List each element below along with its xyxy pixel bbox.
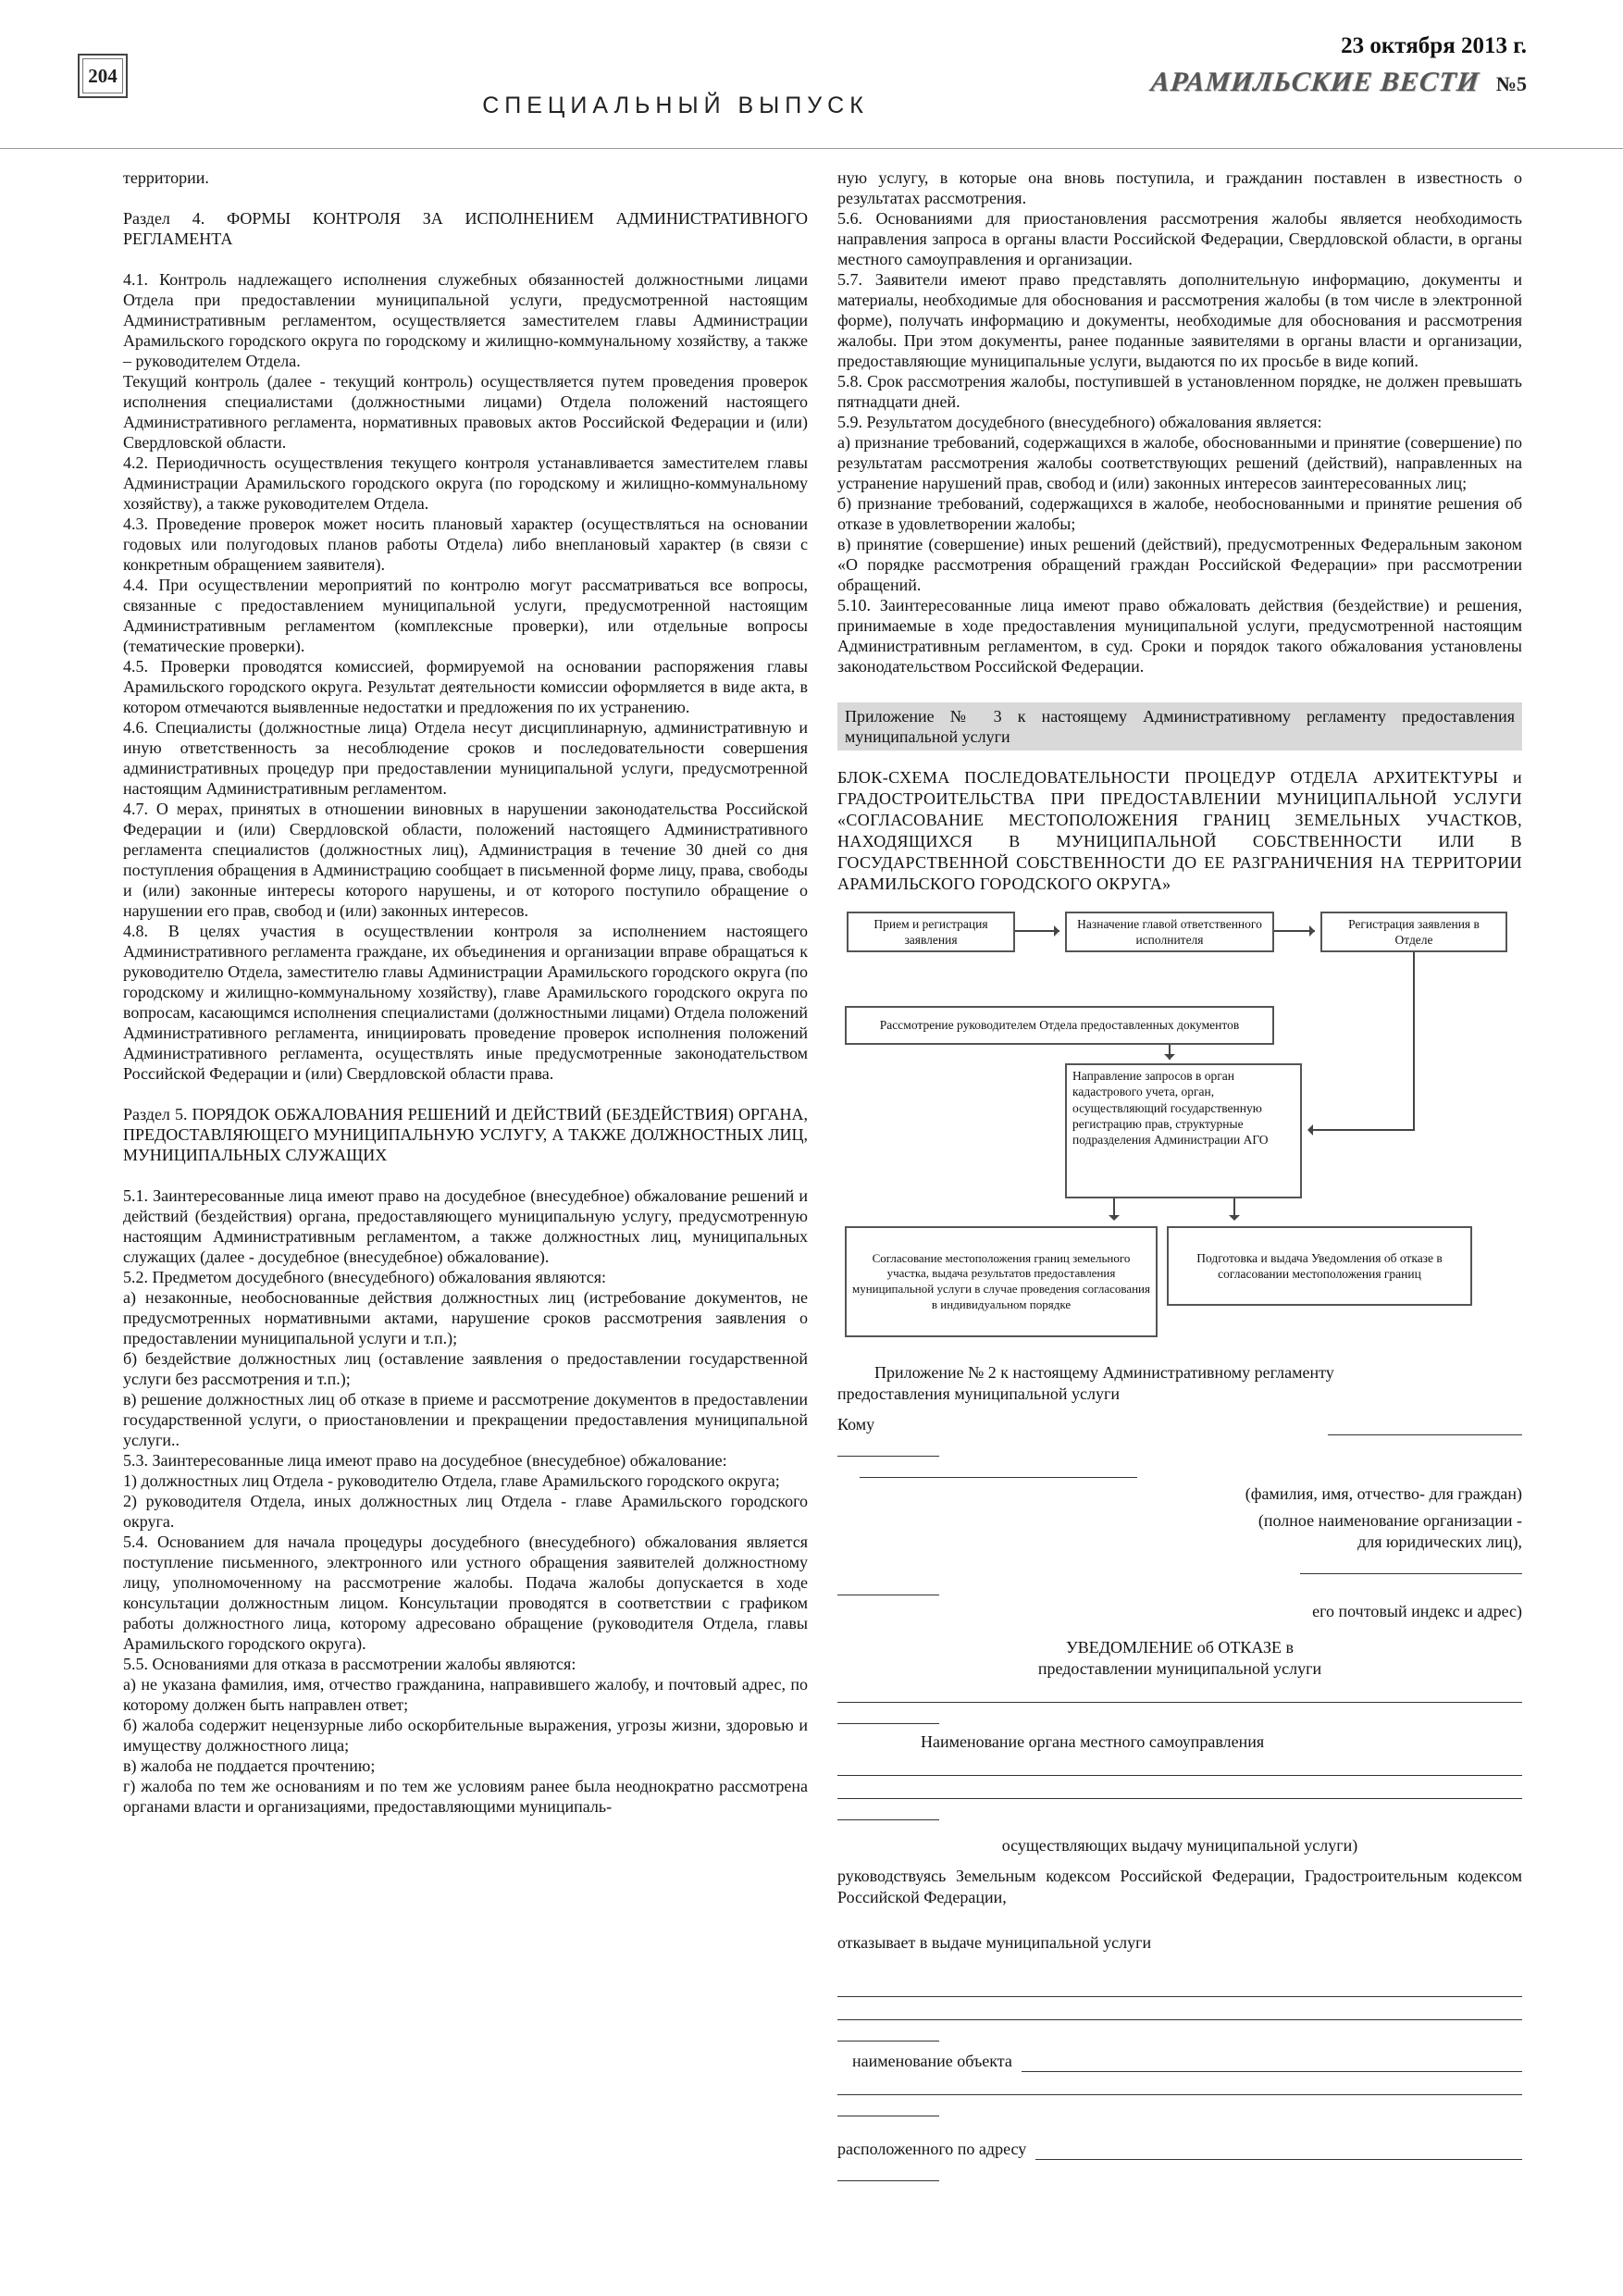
paragraph: 5.7. Заявители имеют право представлять дополнительную информацию, документы и материалы, необходимые для обоснования и рассмотрения жалобы (в том числе в электронной форме), получать информацию и документы, необходимые для обоснования и рассмотрения жалобы. При этом документы, ранее поданные заявителями в органы власти и организации, предоставляющие муниципальные услуги, выдаются по их просьбе в виде копий. xyxy=(837,270,1522,370)
address-label: расположенного по адресу xyxy=(837,2140,1027,2158)
blank-line xyxy=(837,2169,939,2181)
paragraph: Раздел 4. ФОРМЫ КОНТРОЛЯ ЗА ИСПОЛНЕНИЕМ АДМИНИСТРАТИВНОГО РЕГЛАМЕНТА xyxy=(123,209,808,248)
paragraph: территории. xyxy=(123,168,209,187)
notice-title xyxy=(837,1637,1522,1680)
paragraph: б) жалоба содержит нецензурные либо оскорбительные выражения, угрозы жизни, здоровью и имуществу должностного лица; xyxy=(123,1716,808,1755)
blank-line xyxy=(1022,2060,1522,2072)
appendix2-note-line1: Приложение № 2 к настоящему Административному регламенту xyxy=(874,1363,1334,1382)
flow-arrow-line xyxy=(1015,930,1059,932)
flow-box-review: Рассмотрение руководителем Отдела предоставленных документов xyxy=(845,1006,1274,1045)
appendix2-note xyxy=(837,1362,1522,1405)
flow-arrowhead-right xyxy=(1054,925,1065,937)
paragraph: 5.3. Заинтересованные лица имеют право на досудебное (внесудебное) обжалование: xyxy=(123,1451,727,1470)
page-number: 204 xyxy=(88,64,118,87)
blank-line xyxy=(1328,1423,1522,1435)
flow-box-requests: Направление запросов в орган кадастрового учета, орган, осуществляющий государственную регистрацию прав, структурные подразделения Администрации АГО xyxy=(1065,1063,1302,1198)
form-row-address xyxy=(837,2139,1522,2160)
appendix3-note: Приложение № 3 к настоящему Административному регламенту предоставления муниципальной услуги xyxy=(837,702,1522,751)
blank-line xyxy=(837,1712,939,1724)
paragraph: 4.8. В целях участия в осуществлении контроля за исполнением настоящего Административного регламента граждане, их объединения и организации вправе обращаться к руководителю Отдела, заместителю главы Администрации Арамильского городского округа (по городскому и жилищно-коммунальному хозяйству), главе Арамильского городского округа по вопросам, касающимся исполнения специалистами (должностными лицами) Отдела положений Административного регламента, инициировать проведение проверок исполнения положений Административного регламента, осуществлять иные предусмотренные законодательством Российской Федерации и (или) Свердловской области права. xyxy=(123,922,808,1083)
right-paragraphs xyxy=(837,168,1522,676)
blank-line xyxy=(860,1466,1137,1478)
blank-line xyxy=(837,1691,1522,1703)
flow-box-assign: Назначение главой ответственного исполнителя xyxy=(1065,912,1274,952)
brand-line xyxy=(1151,67,1527,98)
paragraph: в) жалоба не поддается прочтению; xyxy=(123,1756,376,1775)
paragraph: 4.1. Контроль надлежащего исполнения служебных обязанностей должностными лицами Отдела при предоставлении муниципальной услуги, предусмотренной настоящим Административным регламентом, осуществляется заместителем главы Администрации Арамильского городского округа по городскому и жилищно-коммунальному хозяйству, а также – руководителем Отдела. xyxy=(123,270,808,370)
paragraph: 5.8. Срок рассмотрения жалобы, поступившей в установленном порядке, не должен превышать пятнадцати дней. xyxy=(837,372,1522,411)
paragraph: 4.6. Специалисты (должностные лица) Отдела несут дисциплинарную, административную и иную ответственность за несоблюдение сроков и последовательности совершения административных процедур при предоставлении муниципальной услуги, предусмотренной настоящим Административным регламентом. xyxy=(123,718,808,798)
paragraph: ную услугу, в которые она вновь поступила, и гражданин поставлен в известность о результатах рассмотрения. xyxy=(837,168,1522,207)
flowchart xyxy=(837,910,1522,1349)
hint-postal-address: его почтовый индекс и адрес) xyxy=(1312,1602,1522,1620)
paragraph: Раздел 5. ПОРЯДОК ОБЖАЛОВАНИЯ РЕШЕНИЙ И ДЕЙСТВИЙ (БЕЗДЕЙСТВИЯ) ОРГАНА, ПРЕДОСТАВЛЯЮЩЕГО МУНИЦИПАЛЬНУЮ УСЛУГУ, А ТАКЖЕ ДОЛЖНОСТНЫХ ЛИЦ, МУНИЦИПАЛЬНЫХ СЛУЖАЩИХ xyxy=(123,1105,808,1164)
flow-box-register: Регистрация заявления в Отделе xyxy=(1320,912,1507,952)
right-column xyxy=(837,168,1522,2181)
hint-organization-line1: (полное наименование организации - xyxy=(1258,1511,1522,1530)
paragraph: г) жалоба по тем же основаниям и по тем же условиям ранее была неоднократно рассмотрена органами власти и организациями, предоставляющими муниципаль- xyxy=(123,1777,808,1816)
content-columns xyxy=(0,149,1623,2218)
flow-arrowhead-left xyxy=(1302,1124,1313,1136)
paragraph: 5.1. Заинтересованные лица имеют право на досудебное (внесудебное) обжалование решений и действий (бездействия) органа, предоставляющего муниципальную услугу, предусмотренную настоящим Административным регламентом, а также должностных лиц, муниципальных служащих (далее - досудебное (внесудебное) обжалование). xyxy=(123,1186,808,1266)
newspaper-brand: АРАМИЛЬСКИЕ ВЕСТИ xyxy=(1149,67,1481,97)
paragraph: Текущий контроль (далее - текущий контроль) осуществляется путем проведения проверок исполнения специалистами (должностными лицами) Отдела положений настоящего Административного регламента, нормативных правовых актов Российской Федерации и (или) Свердловской области. xyxy=(123,372,808,452)
blank-line xyxy=(837,1445,939,1457)
paragraph: 4.5. Проверки проводятся комиссией, формируемой на основании распоряжения главы Арамильского городского округа. Результат деятельности комиссии оформляется в виде акта, в котором отмечаются выявленные недостатки и предложения по их устранению. xyxy=(123,657,808,716)
paragraph: 5.9. Результатом досудебного (внесудебного) обжалования является: xyxy=(837,413,1322,431)
hint-organization-line2: для юридических лиц), xyxy=(1357,1533,1522,1551)
flow-box-approve: Согласование местоположения границ земельного участка, выдача результатов предоставления муниципальной услуги в случае проведения согласования в индивидуальном порядке xyxy=(845,1226,1158,1337)
section-title: СПЕЦИАЛЬНЫЙ ВЫПУСК xyxy=(482,93,869,118)
paragraph: а) признание требований, содержащихся в жалобе, обоснованными и принятие (совершение) по результатам рассмотрения жалобы соответствующих решений (действий), направленных на устранение нарушений прав, свобод и (или) законных интересов заинтересованных лиц; xyxy=(837,433,1522,492)
flow-box-refuse: Подготовка и выдача Уведомления об отказе в согласовании местоположения границ xyxy=(1167,1226,1472,1306)
paragraph: 5.5. Основаниями для отказа в рассмотрении жалобы являются: xyxy=(123,1655,576,1673)
paragraph: б) бездействие должностных лиц (оставление заявления о предоставлении государственной услуги без рассмотрения и т.п.); xyxy=(123,1349,808,1388)
paragraph: 5.2. Предметом досудебного (внесудебного) обжалования являются: xyxy=(123,1268,607,1286)
paragraph: а) не указана фамилия, имя, отчество гражданина, направившего жалобу, и почтовый адрес, по которому должен быть направлен ответ; xyxy=(123,1675,808,1714)
paragraph: 5.4. Основанием для начала процедуры досудебного (внесудебного) обжалования является поступление письменного, электронного или устного обращения заявителей должностному лицу, уполномоченному на рассмотрение жалобы. Подача жалобы допускается в ходе консультации должностным лицом. Консультации проводятся в соответствии с графиком работы должностного лица, которому адресовано обращение (руководителя Отдела, главы Арамильского городского округа). xyxy=(123,1533,808,1653)
refusal-text: отказывает в выдаче муниципальной услуги xyxy=(837,1933,1152,1952)
blank-line xyxy=(837,1583,939,1595)
issue-number: №5 xyxy=(1495,72,1527,95)
blank-line xyxy=(837,1808,939,1820)
blank-line xyxy=(1300,1562,1522,1574)
guided-by-text: руководствуясь Земельным кодексом Российской Федерации, Градостроительным кодексом Российской Федерации, xyxy=(837,1867,1522,1906)
paragraph: 5.6. Основаниями для приостановления рассмотрения жалобы является необходимость направления запроса в органы власти Российской Федерации, Свердловской области, в органы местного самоуправления и организации. xyxy=(837,209,1522,268)
blank-line xyxy=(1035,2148,1522,2160)
issuing-label: осуществляющих выдачу муниципальной услуги) xyxy=(1001,1836,1358,1855)
paragraph: а) незаконные, необоснованные действия должностных лиц (истребование документов, не предусмотренных нормативными актами, нарушение сроков рассмотрения заявления о предоставлении муниципальной услуги и т.п.); xyxy=(123,1288,808,1347)
flow-arrowhead-right xyxy=(1309,925,1320,937)
page-header xyxy=(0,0,1623,149)
flow-arrowhead-down xyxy=(1164,1054,1175,1065)
paragraph: б) признание требований, содержащихся в жалобе, необоснованными и принятие решения об отказе в удовлетворении жалобы; xyxy=(837,494,1522,533)
flowchart-title: БЛОК-СХЕМА ПОСЛЕДОВАТЕЛЬНОСТИ ПРОЦЕДУР ОТДЕЛА АРХИТЕКТУРЫ и ГРАДОСТРОИТЕЛЬСТВА ПРИ ПРЕДОСТАВЛЕНИИ МУНИЦИПАЛЬНОЙ УСЛУГИ «СОГЛАСОВАНИЕ МЕСТОПОЛОЖЕНИЯ ГРАНИЦ ЗЕМЕЛЬНЫХ УЧАСТКОВ, НАХОДЯЩИХСЯ В МУНИЦИПАЛЬНОЙ СОБСТВЕННОСТИ ИЛИ В ГОСУДАРСТВЕННОЙ СОБСТВЕННОСТИ ДО ЕЕ РАЗГРАНИЧЕНИЯ НА ТЕРРИТОРИИ АРАМИЛЬСКОГО ГОРОДСКОГО ОКРУГА» xyxy=(837,768,1522,893)
masthead-right xyxy=(1151,33,1527,98)
to-label: Кому xyxy=(837,1415,875,1433)
paragraph: 4.4. При осуществлении мероприятий по контролю могут рассматриваться все вопросы, связанные с предоставлением муниципальной услуги, предусмотренной настоящим Административным регламентом (комплексные проверки), или отдельные вопросы (тематические проверки). xyxy=(123,576,808,655)
paragraph: в) решение должностных лиц об отказе в приеме и рассмотрение документов в предоставлении государственной услуги, о приостановлении и прекращении предоставления муниципальной услуги.. xyxy=(123,1390,808,1449)
paragraph: в) принятие (совершение) иных решений (действий), предусмотренных Федеральным законом «О порядке рассмотрения обращений граждан Российской Федерации» при рассмотрении обращений. xyxy=(837,535,1522,594)
hint-organization xyxy=(837,1510,1522,1553)
left-column xyxy=(123,168,808,2181)
notice-title-line1: УВЕДОМЛЕНИЕ об ОТКАЗЕ в xyxy=(1066,1638,1294,1657)
blank-line xyxy=(837,2083,1522,2095)
notice-title-line2: предоставлении муниципальной услуги xyxy=(1037,1659,1322,1678)
paragraph: 4.3. Проведение проверок может носить плановый характер (осуществляться на основании годовых или полугодовых планов работы Отдела) либо внеплановый характер (в связи с конкретным обращением заявителя). xyxy=(123,515,808,574)
flow-box-receive: Прием и регистрация заявления xyxy=(847,912,1015,952)
form-row-to xyxy=(837,1414,1522,1435)
blank-line xyxy=(837,1787,1522,1799)
org-name-label: Наименование органа местного самоуправления xyxy=(921,1732,1265,1751)
paragraph: 1) должностных лиц Отдела - руководителю Отдела, главе Арамильского городского округа; xyxy=(123,1471,780,1490)
form-row-object xyxy=(837,2051,1522,2072)
issue-date: 23 октября 2013 г. xyxy=(1341,33,1527,58)
flow-arrowhead-down xyxy=(1229,1215,1240,1226)
hint-person: (фамилия, имя, отчество- для граждан) xyxy=(1245,1484,1522,1503)
blank-line xyxy=(837,2008,1522,2020)
blank-line xyxy=(837,1764,1522,1776)
appendix2-form xyxy=(837,1362,1522,2181)
blank-line xyxy=(837,1985,1522,1997)
paragraph: 2) руководителя Отдела, иных должностных лиц Отдела - главе Арамильского городского округа. xyxy=(123,1492,808,1531)
paragraph: 4.7. О мерах, принятых в отношении виновных в нарушении законодательства Российской Федерации и (или) Свердловской области, положений настоящего Административного регламента специалистов (должностных лиц), Администрация в течение 30 дней со дня поступления обращения в Администрацию сообщает в письменной форме лицу, права, свободы и (или) законные интересы которого нарушены, и от которого поступило обращение о нарушении его прав, свобод и (или) законных интересов. xyxy=(123,800,808,920)
object-label: наименование объекта xyxy=(852,2052,1012,2070)
page-number-box xyxy=(78,54,128,98)
flow-arrow-line xyxy=(1413,952,1415,1131)
paragraph: 5.10. Заинтересованные лица имеют право обжаловать действия (бездействие) и решения, принимаемые в ходе предоставления муниципальной услуги, предусмотренной настоящим Административным регламентом, в суд. Сроки и порядок такого обжалования установлены законодательством Российской Федерации. xyxy=(837,596,1522,676)
paragraph: 4.2. Периодичность осуществления текущего контроля устанавливается заместителем главы Администрации Арамильского городского округа (по городскому и жилищно-коммунальному хозяйству), а также руководителем Отдела. xyxy=(123,453,808,513)
blank-line xyxy=(837,2104,939,2116)
flow-arrowhead-down xyxy=(1109,1215,1120,1226)
flow-arrow-line xyxy=(1313,1129,1415,1131)
blank-line xyxy=(837,2029,939,2042)
appendix2-note-line2: предоставления муниципальной услуги xyxy=(837,1384,1120,1403)
